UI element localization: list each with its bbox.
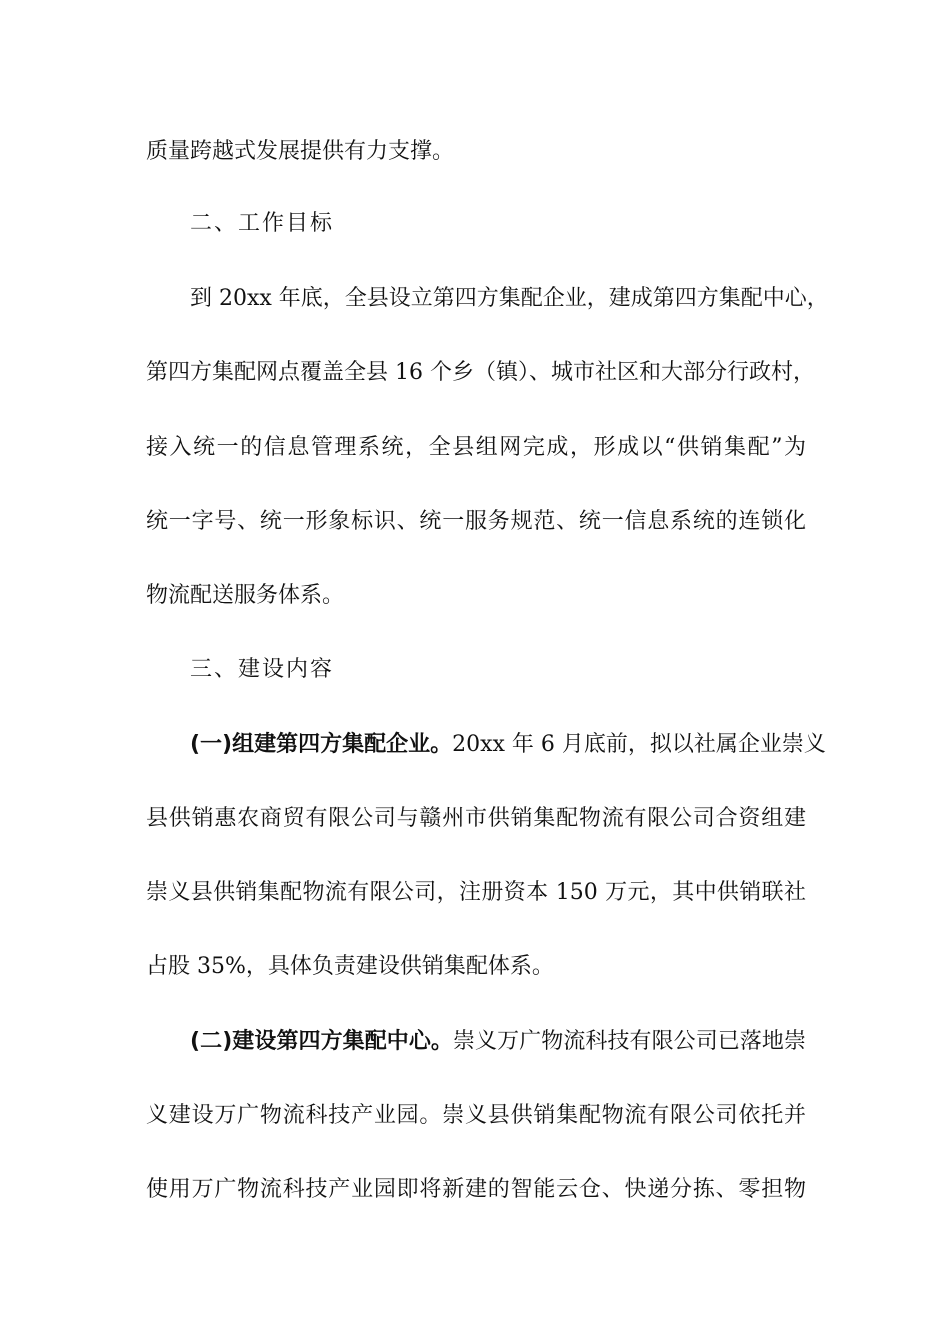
item1-line-1-rest: 20xx 年 6 月底前，拟以社属企业崇义 [452, 732, 826, 757]
item2-line-1-rest: 崇义万广物流科技有限公司已落地崇 [452, 1029, 806, 1054]
item2-line-3: 使用万广物流科技产业园即将新建的智能云仓、快递分拣、零担物 [146, 1177, 806, 1202]
section-heading-goals: 二、工作目标 [190, 211, 335, 236]
goals-line-3: 接入统一的信息管理系统，全县组网完成，形成以“供销集配”为 [146, 435, 806, 460]
goals-line-2: 第四方集配网点覆盖全县 16 个乡（镇）、城市社区和大部分行政村， [146, 360, 815, 385]
item1-line-4: 占股 35%，具体负责建设供销集配体系。 [146, 954, 554, 979]
goals-line-1: 到 20xx 年底，全县设立第四方集配企业，建成第四方集配中心， [190, 286, 829, 311]
item2-line-2: 义建设万广物流科技产业园。崇义县供销集配物流有限公司依托并 [146, 1103, 806, 1128]
item1-line-1 [190, 725, 826, 765]
item1-line-2: 县供销惠农商贸有限公司与赣州市供销集配物流有限公司合资组建 [146, 806, 806, 831]
goals-line-5: 物流配送服务体系。 [146, 583, 345, 608]
item1-line-3: 崇义县供销集配物流有限公司，注册资本 150 万元，其中供销联社 [146, 880, 806, 905]
item1-title: (一)组建第四方集配企业。 [190, 732, 453, 757]
intro-tail-line: 质量跨越式发展提供有力支撑。 [146, 139, 455, 164]
section-heading-content: 三、建设内容 [190, 657, 335, 682]
item2-line-1 [190, 1022, 806, 1062]
item2-title: (二)建设第四方集配中心。 [190, 1029, 453, 1054]
goals-line-4: 统一字号、统一形象标识、统一服务规范、统一信息系统的连锁化 [146, 509, 806, 534]
